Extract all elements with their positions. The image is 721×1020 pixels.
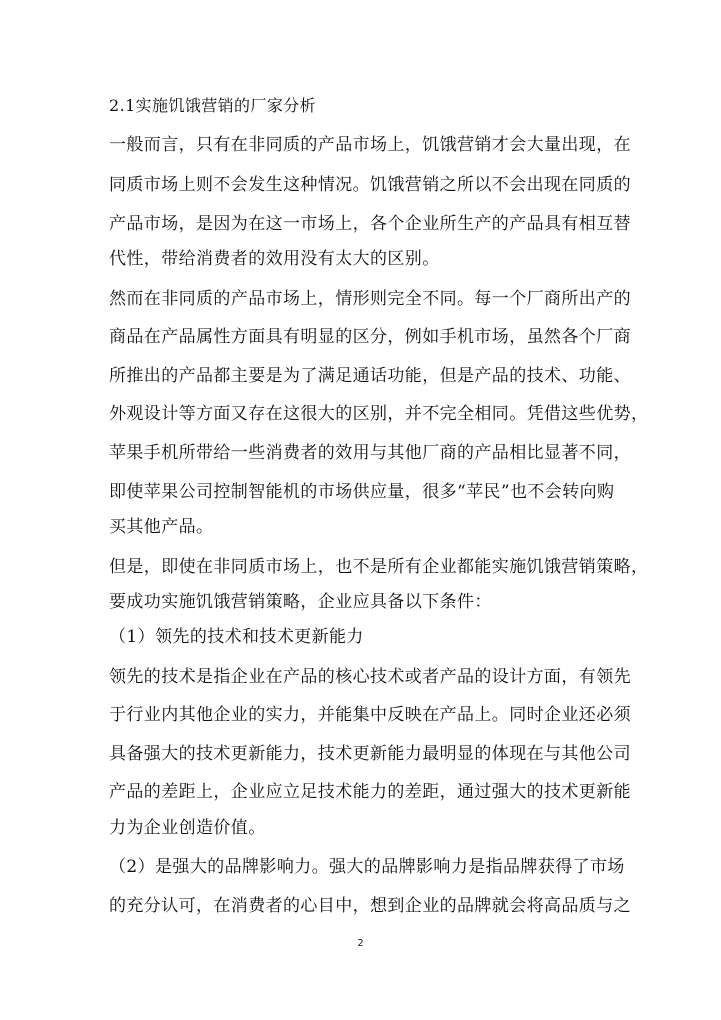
paragraph-line: 同质市场上则不会发生这种情况。饥饿营销之所以不会出现在同质的 bbox=[109, 175, 631, 195]
list-item-heading: （1）领先的技术和技术更新能力 bbox=[109, 627, 364, 647]
paragraph-line: 一般而言，只有在非同质的产品市场上，饥饿营销才会大量出现，在 bbox=[109, 135, 631, 155]
paragraph-line: 即使苹果公司控制智能机的市场供应量，很多“苹民”也不会转向购 bbox=[109, 482, 615, 502]
list-item-heading: （2）是强大的品牌影响力。强大的品牌影响力是指品牌获得了市场 bbox=[109, 857, 625, 877]
paragraph-line: 领先的技术是指企业在产品的核心技术或者产品的设计方面，有领先 bbox=[109, 667, 631, 687]
paragraph-line: 的充分认可，在消费者的心目中，想到企业的品牌就会将高品质与之 bbox=[109, 896, 631, 916]
page-number: 2 bbox=[357, 938, 364, 949]
paragraph-line: 代性，带给消费者的效用没有太大的区别。 bbox=[109, 249, 440, 269]
paragraph-line: 但是，即使在非同质市场上，也不是所有企业都能实施饥饿营销策略， bbox=[109, 557, 649, 577]
paragraph-line: 具备强大的技术更新能力，技术更新能力最明显的体现在与其他公司 bbox=[109, 744, 631, 764]
paragraph-line: 于行业内其他企业的实力，并能集中反映在产品上。同时企业还必须 bbox=[109, 705, 631, 725]
paragraph-line: 外观设计等方面又存在这很大的区别，并不完全相同。凭借这些优势， bbox=[109, 404, 649, 424]
paragraph-line: 产品的差距上，企业应立足技术能力的差距，通过强大的技术更新能 bbox=[109, 782, 631, 802]
paragraph-line: 要成功实施饥饿营销策略，企业应具备以下条件： bbox=[109, 592, 492, 612]
paragraph-line: 然而在非同质的产品市场上，情形则完全不同。每一个厂商所出产的 bbox=[109, 289, 631, 309]
paragraph-line: 产品市场，是因为在这一市场上，各个企业所生产的产品具有相互替 bbox=[109, 214, 631, 234]
paragraph-line: 苹果手机所带给一些消费者的效用与其他厂商的产品相比显著不同， bbox=[109, 443, 631, 463]
paragraph-line: 商品在产品属性方面具有明显的区分，例如手机市场，虽然各个厂商 bbox=[109, 327, 631, 347]
section-heading: 2.1实施饥饿营销的厂家分析 bbox=[109, 96, 317, 115]
paragraph-line: 买其他产品。 bbox=[109, 517, 214, 537]
paragraph-line: 力为企业创造价值。 bbox=[109, 818, 266, 838]
paragraph-line: 所推出的产品都主要是为了满足通话功能，但是产品的技术、功能、 bbox=[109, 366, 631, 386]
